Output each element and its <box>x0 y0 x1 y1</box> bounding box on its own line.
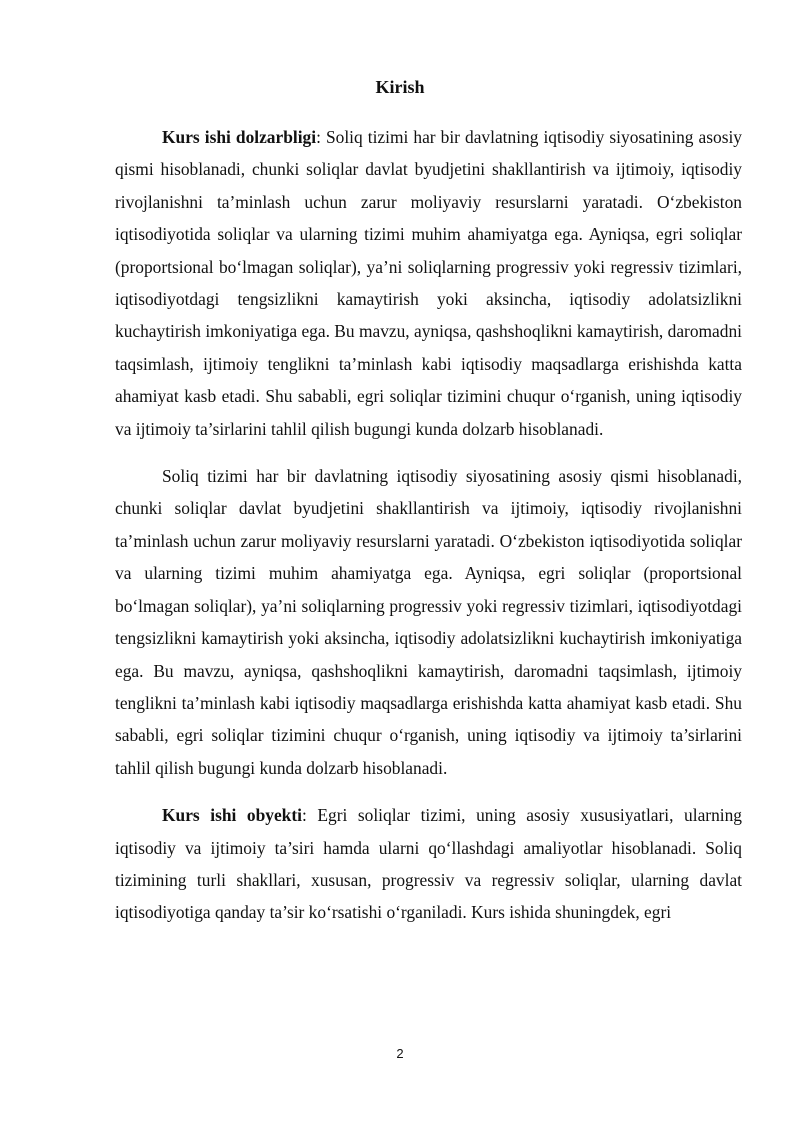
body-text <box>115 121 742 929</box>
page-title: Kirish <box>375 77 425 97</box>
paragraph-lead-relevance: Kurs ishi dolzarbligi <box>162 127 317 147</box>
paragraph-text-relevance: : Soliq tizimi har bir davlatning iqtisodiy siyosatining asosiy qismi hisoblanadi, chunki soliqlar davlat byudjetini shakllantirish va ijtimoiy, iqtisodiy rivojlanishni ta’minlash uchun zarur moliyaviy resurslarni yaratadi. O‘zbekiston iqtisodiyotida soliqlar va ularning tizimi muhim ahamiyatga ega. Ayniqsa, egri soliqlar (proportsional bo‘lmagan soliqlar), ya’ni soliqlarning progressiv yoki regressiv tizimlari, iqtisodiyotdagi tengsizlikni kamaytirish yoki aksincha, iqtisodiy adolatsizlikni kuchaytirish imkoniyatiga ega. Bu mavzu, ayniqsa, qashshoqlikni kamaytirish, daromadni taqsimlash, ijtimoiy tenglikni ta’minlash kabi iqtisodiy maqsadlarga erishishda katta ahamiyat kasb etadi. Shu sababli, egri soliqlar tizimini chuqur o‘rganish, uning iqtisodiy va ijtimoiy ta’sirlarini tahlil qilish bugungi kunda dolzarb hisoblanadi. <box>115 127 742 439</box>
paragraph-text-tax-system: Soliq tizimi har bir davlatning iqtisodiy siyosatining asosiy qismi hisoblanadi, chunki soliqlar davlat byudjetini shakllantirish va ijtimoiy, iqtisodiy rivojlanishni ta’minlash uchun zarur moliyaviy resurslarni yaratadi. O‘zbekiston iqtisodiyotida soliqlar va ularning tizimi muhim ahamiyatga ega. Ayniqsa, egri soliqlar (proportsional bo‘lmagan soliqlar), ya’ni soliqlarning progressiv yoki regressiv tizimlari, iqtisodiyotdagi tengsizlikni kamaytirish yoki aksincha, iqtisodiy adolatsizlikni kuchaytirish imkoniyatiga ega. Bu mavzu, ayniqsa, qashshoqlikni kamaytirish, daromadni taqsimlash, ijtimoiy tenglikni ta’minlash kabi iqtisodiy maqsadlarga erishishda katta ahamiyat kasb etadi. Shu sababli, egri soliqlar tizimini chuqur o‘rganish, uning iqtisodiy va ijtimoiy ta’sirlarini tahlil qilish bugungi kunda dolzarb hisoblanadi. <box>115 466 742 778</box>
paragraph-object <box>115 799 742 929</box>
paragraph-text-object: : Egri soliqlar tizimi, uning asosiy xususiyatlari, ularning iqtisodiy va ijtimoiy ta’siri hamda ularni qo‘llashdagi amaliyotlar hisoblanadi. Soliq tizimining turli shakllari, xususan, progressiv va regressiv soliqlar, ularning davlat iqtisodiyotiga qanday ta’sir ko‘rsatishi o‘rganiladi. Kurs ishida shuningdek, egri <box>115 805 742 923</box>
paragraph-lead-object: Kurs ishi obyekti <box>162 805 302 826</box>
paragraph-relevance <box>115 121 742 445</box>
paragraph-tax-system <box>115 460 742 784</box>
page-number: 2 <box>396 1046 404 1061</box>
